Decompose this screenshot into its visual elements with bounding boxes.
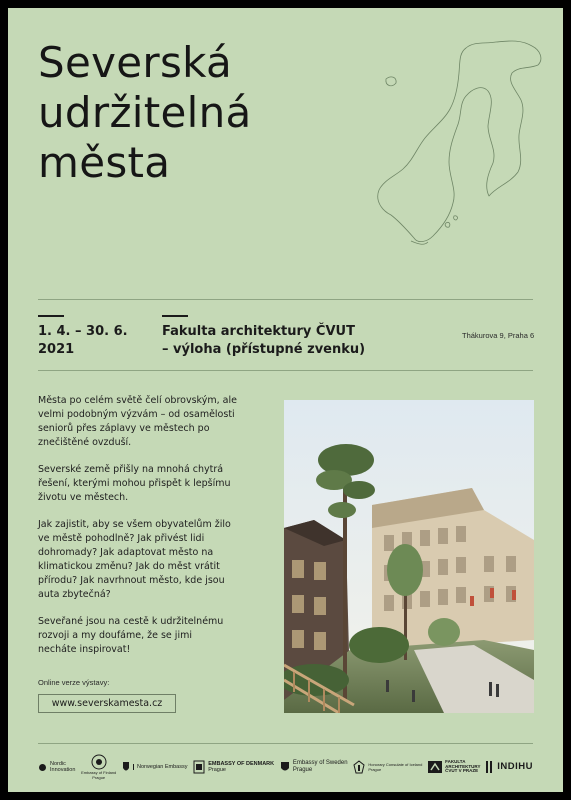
partner-logos	[38, 753, 533, 781]
logo-text: ČVUT V PRAZE	[445, 768, 479, 774]
logo-text: INDIHU	[497, 761, 533, 772]
nordic-innovation-icon	[38, 763, 47, 772]
paragraph-1-line: velmi podobným výzvám – od osamělosti	[38, 409, 235, 420]
paragraph-1	[38, 394, 268, 450]
logo-embassy-sweden	[280, 760, 348, 774]
logo-text: EMBASSY OF DENMARK	[208, 761, 275, 767]
logo-nordic-innovation	[38, 761, 75, 773]
logo-text: ARCHITEKTURY	[445, 763, 481, 769]
paragraph-3-line: ve městě pohodlně? Jak přivést lidi	[38, 533, 205, 544]
venue-line-1: Fakulta architektury ČVUT	[162, 324, 355, 339]
title-line-3: města	[38, 138, 171, 187]
paragraph-1-line: Města po celém světě čelí obrovským, ale	[38, 395, 237, 406]
nordic-map-outline	[358, 38, 548, 248]
sweden-crest-icon	[280, 761, 290, 773]
paragraph-2-line: životu ve městech.	[38, 492, 129, 503]
logo-text: Norwegian Embassy	[133, 764, 187, 770]
logo-text: Innovation	[50, 767, 76, 773]
paragraph-4-line: Seveřané jsou na cestě k udržitelnému	[38, 616, 224, 627]
logo-text: Honorary Consulate of Iceland	[368, 762, 423, 767]
logo-text: Nordic	[50, 761, 66, 767]
logo-text: Prague	[208, 767, 226, 773]
paragraph-2-line: řešení, kterými mohou přispět k lepšímu	[38, 478, 231, 489]
paragraph-3-line: klimatickou změnu? Jak do měst vrátit	[38, 561, 220, 572]
logo-consulate-iceland	[353, 760, 422, 774]
logo-text: FAKULTA	[445, 758, 466, 764]
logo-embassy-finland	[81, 754, 116, 780]
logo-text: Embassy of Sweden	[292, 760, 348, 766]
logo-text: Embassy of Finland	[81, 770, 117, 775]
finland-emblem-icon	[91, 754, 107, 770]
logo-text: Prague	[92, 774, 106, 780]
paragraph-3-line: přírodu? Jak navrhnout město, kde jsou	[38, 575, 225, 586]
exhibition-dates	[38, 323, 158, 359]
venue-dash	[162, 315, 188, 317]
paragraph-2	[38, 463, 268, 505]
poster	[8, 8, 563, 792]
exhibition-venue	[162, 323, 402, 359]
divider-bottom	[38, 743, 533, 744]
architecture-render-image	[284, 400, 534, 713]
title-line-1: Severská	[38, 38, 233, 87]
logo-norwegian-embassy	[122, 761, 187, 773]
iceland-crest-icon	[353, 760, 365, 774]
logo-indihu	[486, 761, 533, 773]
venue-line-2: – výloha (přístupné zvenku)	[162, 342, 366, 357]
paragraph-3	[38, 518, 268, 602]
logo-embassy-denmark	[193, 760, 274, 774]
dates-range: 1. 4. – 30. 6.	[38, 324, 128, 339]
dates-year: 2021	[38, 342, 75, 357]
indihu-icon	[486, 761, 494, 773]
logo-text: Prague	[292, 767, 313, 773]
logo-fa-cvut	[428, 760, 480, 774]
logo-text: Prague	[368, 767, 382, 772]
paragraph-1-line: znečištěné ovzduší.	[38, 437, 132, 448]
dates-dash	[38, 315, 64, 317]
online-version-label: Online verze výstavy:	[38, 678, 110, 687]
paragraph-4	[38, 615, 268, 657]
paragraph-2-line: Severské země přišly na mnohá chytrá	[38, 464, 224, 475]
venue-address: Thákurova 9, Praha 6	[462, 331, 535, 340]
paragraph-4-line: necháte inspirovat!	[38, 644, 131, 655]
fa-cvut-icon	[428, 761, 442, 773]
divider-middle	[38, 370, 533, 371]
intro-text	[38, 394, 268, 670]
paragraph-4-line: rozvoji a my doufáme, že se jimi	[38, 630, 192, 641]
title-line-2: udržitelná	[38, 88, 252, 137]
website-link[interactable]: www.severskamesta.cz	[38, 694, 176, 713]
paragraph-3-line: dohromady? Jak adaptovat město na	[38, 547, 214, 558]
paragraph-1-line: seniorů přes záplavy ve městech po	[38, 423, 210, 434]
paragraph-3-line: auta zbytečná?	[38, 589, 111, 600]
norway-crest-icon	[122, 761, 130, 773]
poster-title	[38, 38, 252, 188]
divider-top	[38, 299, 533, 300]
paragraph-3-line: Jak zajistit, aby se všem obyvatelům žilo	[38, 519, 231, 530]
denmark-crest-icon	[193, 760, 205, 774]
